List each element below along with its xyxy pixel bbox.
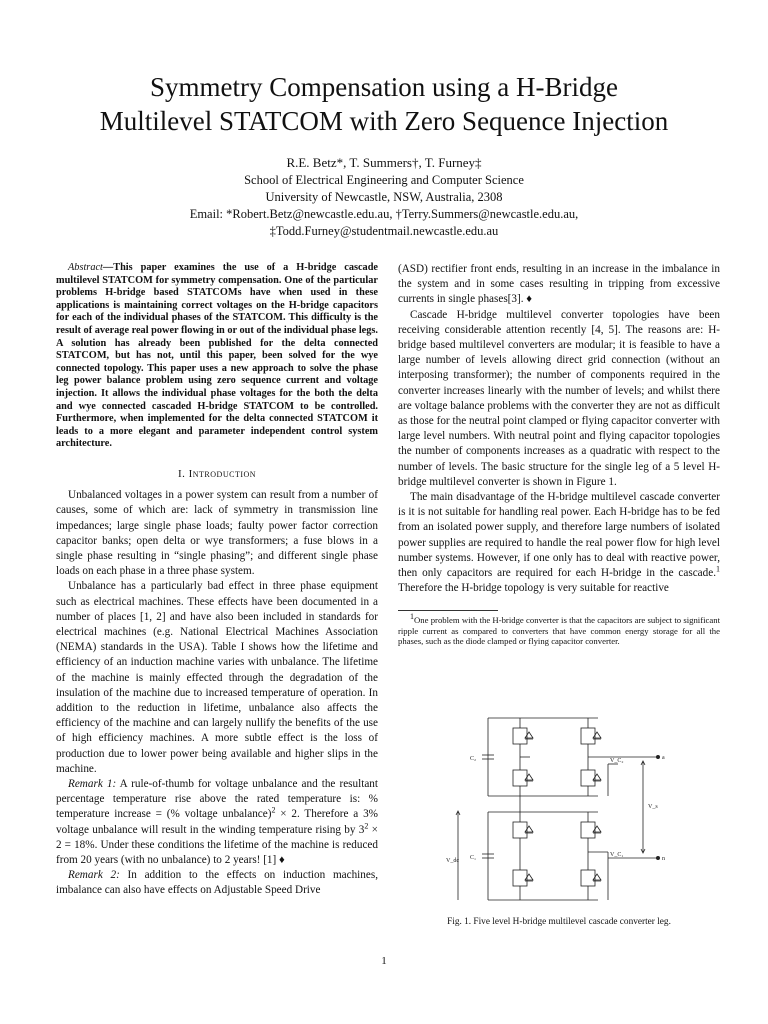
footnote-text: One problem with the H-bridge converter is that the capacitors are subject to significant ripple current as compared to converters that have common energy storage for all the phases, such as the diode clamped or flying capacitor converter.	[398, 615, 720, 647]
label-a: a	[662, 755, 665, 761]
circuit-diagram	[446, 712, 690, 904]
affiliation-university: University of Newcastle, NSW, Australia, 2308	[265, 190, 503, 204]
remark-1-sup: 2	[271, 805, 276, 815]
right-column	[398, 262, 720, 647]
abstract-label: Abstract	[68, 262, 103, 273]
right-paragraph-0: (ASD) rectifier front ends, resulting in an increase in the imbalance in the system and in some cases resulting in tripping from excessive currents in single phases[3]. ♦	[398, 263, 720, 306]
intro-paragraph-1: Unbalanced voltages in a power system can result from a number of causes, some of which are: lack of symmetry in transmission line impedances; large single phase loads; faulty power factor correction capacitor banks; open delta or wye transformers; a fuse blows in a single phase resulting in “single phasing”; and different single phase loads on each phase in a three phase system.	[56, 489, 378, 578]
label-c1: C₁	[470, 855, 477, 861]
right-paragraph-1: Cascade H-bridge multilevel converter topologies have been receiving considerable attention recently [4, 5]. The reasons are: H-bridge based multilevel converters are modular; it is feasible to have a large number of levels allowing direct grid connection (without an interposing transformer); the number of components required in the converter increases linearly with the number of levels; and whilst there are voltage balance problems with the converter they are not as difficult as those for the neutral point clamped or flying capacitor converter with large level numbers. With neutral point and flying capacitor topologies the number of components increases as a quadratic with respect to the number of levels. The basic structure for the single leg of a 5 level H-bridge multilevel converter is shown in Figure 1.	[398, 308, 720, 488]
title-line-1: Symmetry Compensation using a H-Bridge	[150, 72, 618, 102]
affiliation-school: School of Electrical Engineering and Computer Science	[244, 173, 524, 187]
label-n: n	[662, 856, 665, 862]
abstract	[56, 262, 378, 451]
left-column	[56, 262, 378, 899]
remark-1-head: Remark 1:	[68, 777, 117, 790]
footnote-rule	[398, 610, 498, 611]
abstract-text: This paper examines the use of a H-bridge cascade multilevel STATCOM for symmetry compensation. One of the particular problems H-bridge based STATCOMs have when used in these applications is maintaining correct voltages on the H-bridge capacitors for each of the individual phases of the STATCOM. This difficulty is the result of average real power flowing in or out of the individual phase legs. A solution has already been published for the delta connected STATCOM, but has not, until this paper, been solved for the wye connected topology. This paper uses a new approach to solve the phase leg power balance problem using zero sequence current and voltage injection. It allows the individual phase voltages for the both the delta and wye connected cascaded H-bridge STATCOM to be controlled. Furthermore, when implemented for the delta connected STATCOM it leads to a more elegant and parameter independent control system architecture.	[56, 262, 378, 450]
title-line-2: Multilevel STATCOM with Zero Sequence Injection	[99, 106, 669, 136]
label-vc2: V_C₂	[610, 758, 624, 764]
section-title: Introduction	[188, 467, 257, 480]
author-block	[0, 154, 768, 240]
email-line-1: Email: *Robert.Betz@newcastle.edu.au, †Terry.Summers@newcastle.edu.au,	[189, 207, 579, 221]
lower-h-bridge	[482, 796, 658, 900]
page-number: 1	[381, 955, 387, 967]
remark-2	[56, 868, 378, 898]
remark-1	[56, 777, 378, 868]
label-vdc: V_dc	[446, 858, 459, 864]
label-vs: V_s	[648, 804, 658, 810]
figure-1-circuit	[446, 712, 690, 904]
email-line-2: ‡Todd.Furney@studentmail.newcastle.edu.au	[269, 224, 499, 238]
footnote-ref: 1	[716, 564, 720, 574]
footnote-marker: 1	[410, 612, 414, 622]
remark-2-text: In addition to the effects on induction machines, imbalance can also have effects on Adjustable Speed Drive	[56, 869, 378, 897]
remark-1-text-a: A rule-of-thumb for voltage unbalance and the resultant percentage temperature rise above the rated temperature is: % temperature increase = (% voltage unbalance)	[56, 777, 378, 821]
paper-title	[0, 70, 768, 138]
label-c2: C₂	[470, 756, 477, 762]
section-number: I.	[177, 467, 186, 480]
intro-paragraph-2: Unbalance has a particularly bad effect in three phase equipment such as electrical machines. These effects have been documented in a number of places [1, 2] and have also been included in standards for electrical machines (e.g. National Electrical Machines Association (NEMA) standards in the USA). Table I shows how the lifetime and efficiency of an induction machine varies with unbalance. The lifetime of the machine is mainly effected through the degradation of the insulation of the machine due to increased temperature of operation. In addition to the reduction in lifetime, unbalance also affects the efficiency of the machine and can largely nullify the benefits of the use of high efficiency machines. A more subtle effect is the loss of production due to lower power being available and higher slips in the machine.	[56, 580, 378, 775]
footnote	[398, 612, 720, 647]
right-paragraph-2	[398, 490, 720, 596]
remark-2-head: Remark 2:	[68, 869, 120, 882]
remark-1-text-b: × 2. Therefore a 3% voltage unbalance will result in the winding temperature rising by 3	[56, 808, 378, 836]
label-vc1: V_C₁	[610, 852, 624, 858]
section-heading-introduction	[56, 467, 378, 482]
figure-1-caption: Fig. 1. Five level H-bridge multilevel cascade converter leg.	[447, 917, 671, 927]
right-paragraph-2-text: The main disadvantage of the H-bridge multilevel cascade converter is it is not suitable for handling real power. Each H-bridge has to be fed from an isolated power supply, and therefore large numbers of isolated power supplies are required to handle the real power flow for high level number systems. However, if one only has to deal with reactive power, then only capacitors are required for each H-bridge in the cascade.	[398, 491, 720, 580]
upper-h-bridge	[482, 718, 628, 796]
right-paragraph-2-end: Therefore the H-bridge topology is very suitable for reactive	[398, 582, 669, 595]
remark-1-text-c: × 2 = 18%. Under these conditions the lifetime of the machine is reduced from 20 years (with no unbalance) to 2 years! [1] ♦	[56, 823, 378, 866]
author-names: R.E. Betz*, T. Summers†, T. Furney‡	[286, 155, 482, 170]
abstract-dash: —	[102, 262, 114, 273]
remark-1-sup-2: 2	[364, 820, 369, 830]
